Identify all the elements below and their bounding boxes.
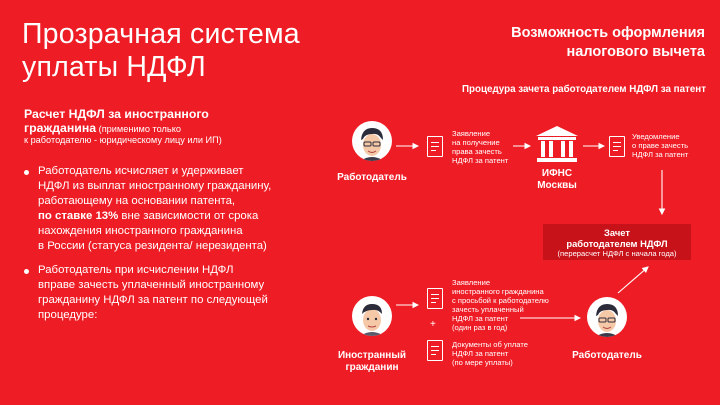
employer-label: Работодатель: [337, 172, 407, 183]
subheading: Расчет НДФЛ за иностранного гражданина (применимо только к работодателю - юридическому лицу или ИП): [24, 107, 222, 145]
tax-offset-result-box: Зачет работодателем НДФЛ (перерасчет НДФЛ с начала года): [543, 224, 691, 260]
application-document-icon: [427, 136, 443, 157]
citizen-application-document-icon: [427, 288, 443, 309]
bullet-tax-rate: Работодатель исчисляет и удерживает НДФЛ из выплат иностранному гражданину, работающему на основании патента, по ставке 13% вне зависимости от срока нахождения иностранного гражданина в России (статуса резидента/ нерезидента): [24, 164, 308, 254]
arrow-employer-to-result: [618, 267, 648, 293]
bullet-offset-procedure: Работодатель при исчислении НДФЛ вправе зачесть уплаченный иностранному гражданину НДФЛ за патент по следующей процедуре:: [24, 263, 308, 323]
foreign-citizen-avatar: [352, 296, 392, 336]
plus-sign: +: [430, 319, 436, 330]
employer-avatar-bottom: [587, 297, 627, 337]
citizen-application-text: Заявление иностранного гражданина с просьбой к работодателю зачесть уплаченный НДФЛ за патент (один раз в год): [452, 278, 549, 332]
notice-document-icon: [609, 136, 625, 157]
application-text: Заявление на получение права зачесть НДФЛ за патент: [452, 129, 509, 165]
payment-documents-text: Документы об уплате НДФЛ за патент (по мере уплаты): [452, 340, 528, 367]
employer-avatar: [352, 121, 392, 161]
payment-documents-icon: [427, 340, 443, 361]
tax-office-building-icon: [533, 124, 581, 169]
foreign-citizen-label: Иностранный гражданин: [337, 350, 407, 373]
procedure-title: Процедура зачета работодателем НДФЛ за патент: [461, 84, 706, 95]
employer2-label: Работодатель: [572, 350, 642, 361]
deduction-title: Возможность оформления налогового вычета: [511, 25, 705, 60]
notice-text: Уведомление о праве зачесть НДФЛ за патент: [632, 132, 689, 159]
tax-office-label: ИФНС Москвы: [537, 168, 577, 191]
page-title: Прозрачная система уплаты НДФЛ: [22, 18, 300, 83]
